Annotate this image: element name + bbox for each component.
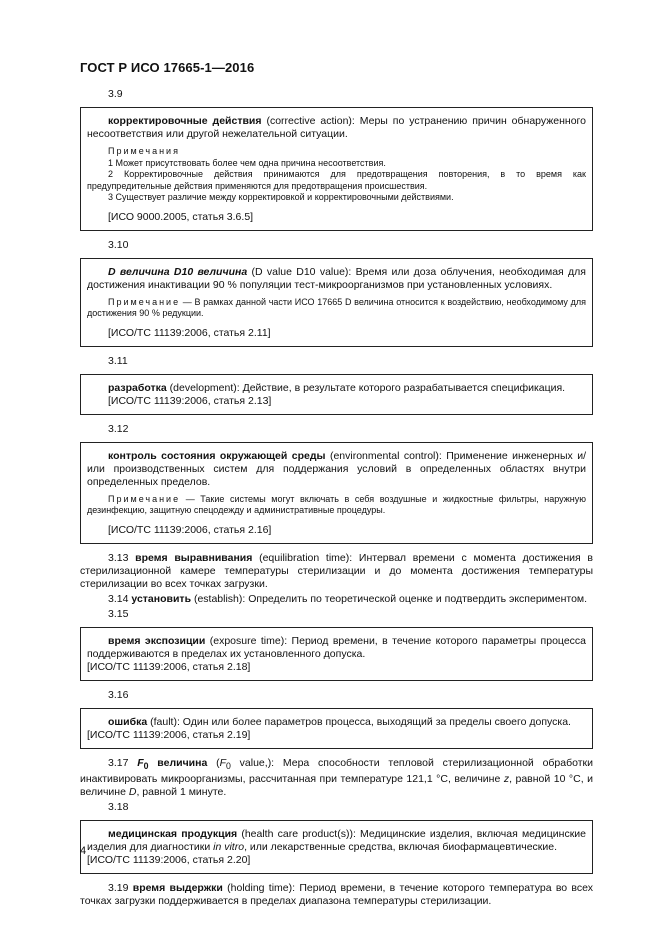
source-reference: [ИСО/ТС 11139:2006, статья 2.18] <box>87 660 251 673</box>
term-definition: ошибка (fault): Один или более параметров процесса, выходящий за пределы своего допуска. <box>108 715 571 728</box>
term-definition: контроль состояния окружающей среды (environmental control): Применение инженерных и/или производственных систем для поддержания условий в определенных областях внутри определенных пределов. <box>87 449 586 488</box>
note-item: 2 Корректировочные действия принимаются для предотвращения повторения, в то время как предупредительные действия применяются для предотвращения происшествия. <box>87 169 586 191</box>
term-definition-3-17: 3.17 $F_0$ величина ($F_0$ value,): Мера способности тепловой стерилизационной обработки инактивировать микроорганизмы, рассчитанная при температуре 121,1 °C, величине z, равной 10 °C, и величине D, равной 1 минуте. <box>80 756 593 798</box>
term-name: время выдержки <box>132 881 223 894</box>
note-item: Примечание — В рамках данной части ИСО 17665 D величина относится к воздействию, необходимому для достижения 90 % редукции. <box>87 296 586 318</box>
term-definition: время экспозиции (exposure time): Период времени, в течение которого параметры процесса поддерживаются в пределах их установленного допуска. <box>87 634 586 660</box>
term-definition-3-19: 3.19 время выдержки (holding time): Период времени, в течение которого температура во всех точках загрузки поддерживается в пределах диапазона температуры стерилизации. <box>80 881 593 907</box>
note-item: 1 Может присутствовать более чем одна причина несоответствия. <box>108 157 386 168</box>
term-definition: разработка (development): Действие, в результате которого разрабатывается спецификация. <box>108 381 566 394</box>
clause-number: 3.16 <box>108 688 129 701</box>
notes-block <box>87 297 586 320</box>
document-header: ГОСТ Р ИСО 17665-1—2016 <box>80 60 255 75</box>
term-definition: D величина D10 величина (D value D10 value): Время или доза облучения, необходимая для достижения инактивации 90 % популяции тест-микроорганизмов при установленных условиях. <box>87 265 586 291</box>
source-reference: [ИСО 9000.2005, статья 3.6.5] <box>108 210 254 223</box>
clause-number: 3.15 <box>108 607 129 620</box>
term-box-3-16 <box>80 708 593 749</box>
clause-number: 3.9 <box>108 88 123 100</box>
clause-number: 3.10 <box>108 238 129 251</box>
source-reference: [ИСО/ТС 11139:2006, статья 2.19] <box>87 728 251 741</box>
term-box-3-15 <box>80 627 593 681</box>
source-reference: [ИСО/ТС 11139:2006, статья 2.11] <box>108 326 271 339</box>
term-name: время выравнивания <box>135 551 253 564</box>
term-box-3-12 <box>80 442 593 544</box>
term-name: корректировочные действия <box>108 115 262 127</box>
term-name: $F_0$ величина <box>137 756 208 771</box>
source-reference: [ИСО/ТС 11139:2006, статья 2.20] <box>87 853 251 866</box>
term-definition-3-14: 3.14 установить (establish): Определить по теоретической оценке и подтвердить экспериментом. <box>108 592 588 605</box>
page-number: 4 <box>80 845 87 857</box>
term-box-3-9 <box>80 107 593 231</box>
note-item: Примечание — Такие системы могут включать в себя воздушные и жидкостные фильтры, наружную дезинфекцию, защитную спецодежду и административные процедуры. <box>87 493 586 515</box>
clause-number: 3.11 <box>108 354 128 367</box>
notes-block <box>87 494 586 517</box>
term-definition-3-13: 3.13 время выравнивания (equilibration time): Интервал времени с момента достижения в стерилизационной камере температуры стерилизации и до момента достижения температуры стерилизации во всех точках загрузки. <box>80 551 594 590</box>
source-reference: [ИСО/ТС 11139:2006, статья 2.13] <box>108 394 272 407</box>
term-name: контроль состояния окружающей среды <box>108 449 326 462</box>
notes-title: Примечания <box>108 146 180 156</box>
note-item: 3 Существует различие между корректировкой и корректировочными действиями. <box>108 192 454 202</box>
clause-number: 3.18 <box>108 800 129 813</box>
note-label: Примечание <box>108 493 181 504</box>
clause-number: 3.12 <box>108 422 129 435</box>
term-name: разработка <box>108 381 167 394</box>
term-box-3-18 <box>80 820 593 874</box>
term-name: ошибка <box>108 715 148 728</box>
page-content <box>80 88 593 910</box>
source-reference: [ИСО/ТС 11139:2006, статья 2.16] <box>108 523 272 536</box>
term-definition: медицинская продукция (health care product(s)): Медицинские изделия, включая медицинские изделия для диагностики in vitro, или лекарственные средства, включая биофармацевтические. <box>87 827 586 853</box>
notes-block <box>87 146 586 204</box>
term-name: D величина D10 величина <box>108 265 248 278</box>
term-box-3-10 <box>80 258 593 347</box>
term-name: установить <box>131 592 192 605</box>
term-name: медицинская продукция <box>108 827 238 840</box>
note-label: Примечание <box>108 296 181 307</box>
term-definition: корректировочные действия (corrective action): Меры по устранению причин обнаруженного несоответствия или другой нежелательной ситуации. <box>87 115 586 140</box>
term-box-3-11 <box>80 374 593 415</box>
term-name: время экспозиции <box>108 634 206 647</box>
